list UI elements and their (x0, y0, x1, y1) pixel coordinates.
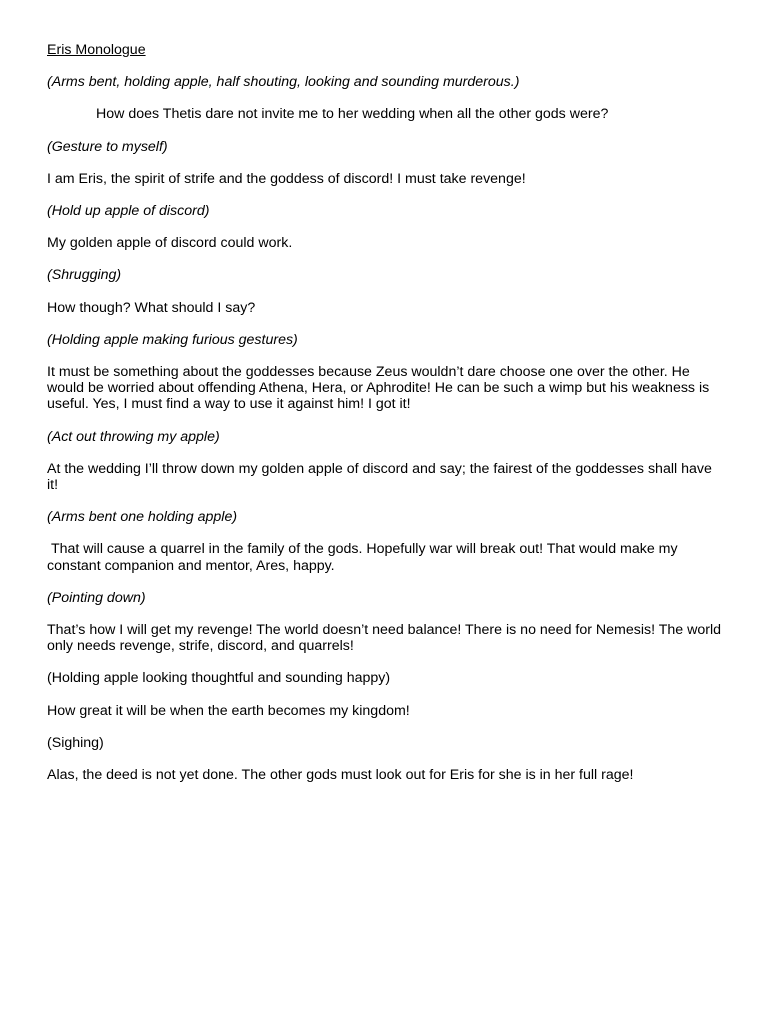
stage-direction: (Arms bent one holding apple) (47, 509, 238, 526)
stage-direction: (Pointing down) (47, 589, 146, 606)
monologue-line: That will cause a quarrel in the family of the gods. Hopefully war will break out! That would make my constant companion and mentor, Ares, happy. (47, 541, 682, 574)
stage-direction: (Shrugging) (47, 267, 122, 284)
stage-direction: (Gesture to myself) (47, 138, 168, 155)
monologue-line: At the wedding I’ll throw down my golden apple of discord and say; the fairest of the goddesses shall have it! (47, 460, 712, 494)
monologue-line: How great it will be when the earth becomes my kingdom! (47, 702, 410, 719)
monologue-line: It must be something about the goddesses because Zeus wouldn’t dare choose one over the other. He would be worried about offending Athena, Hera, or Aphrodite! He can be such a wimp but his weakness is useful. Yes, I must find a way to use it against him! I got it! (47, 364, 710, 413)
monologue-line: That’s how I will get my revenge! The world doesn’t need balance! There is no need for Nemesis! The world only needs revenge, strife, discord, and quarrels! (47, 622, 722, 655)
monologue-line: How though? What should I say? (47, 299, 256, 316)
monologue-line: Alas, the deed is not yet done. The other gods must look out for Eris for she is in her full rage! (47, 767, 634, 784)
monologue-line: How does Thetis dare not invite me to her wedding when all the other gods were? (96, 106, 609, 123)
stage-direction: (Sighing) (47, 734, 104, 751)
stage-direction: (Holding apple making furious gestures) (47, 331, 298, 348)
monologue-line: I am Eris, the spirit of strife and the goddess of discord! I must take revenge! (47, 170, 526, 187)
monologue-line: My golden apple of discord could work. (47, 235, 293, 252)
document-title: Eris Monologue (47, 42, 146, 58)
stage-direction: (Act out throwing my apple) (47, 428, 220, 445)
stage-direction: (Holding apple looking thoughtful and sounding happy) (47, 670, 391, 687)
stage-direction: (Arms bent, holding apple, half shouting, looking and sounding murderous.) (47, 74, 520, 91)
stage-direction: (Hold up apple of discord) (47, 203, 210, 220)
